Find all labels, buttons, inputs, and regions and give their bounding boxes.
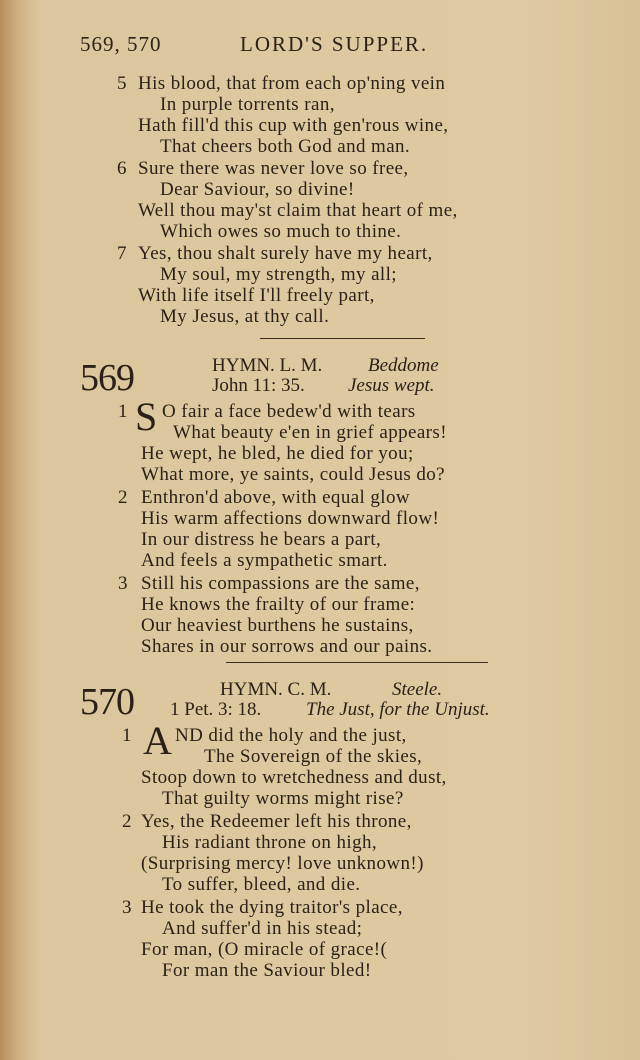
verse-line: ND did the holy and the just,	[175, 725, 407, 746]
verse-line: O fair a face bedew'd with tears	[162, 401, 416, 422]
section-divider	[260, 338, 425, 339]
header-hymn-numbers: 569, 570	[80, 32, 162, 56]
verse-line: That guilty worms might rise?	[162, 788, 404, 809]
verse-line: My Jesus, at thy call.	[160, 306, 330, 327]
verse-line: Dear Saviour, so divine!	[160, 179, 355, 200]
hymn-meta: HYMN. C. M.	[220, 679, 332, 700]
verse-line: The Sovereign of the skies,	[204, 746, 423, 767]
verse-line: That cheers both God and man.	[160, 136, 411, 157]
verse-line: Our heaviest burthens he sustains,	[141, 615, 414, 636]
stanza-number: 6	[117, 158, 127, 179]
verse-line: Shares in our sorrows and our pains.	[141, 636, 433, 657]
hymn-subject: The Just, for the Unjust.	[306, 699, 490, 720]
section-divider	[226, 662, 488, 663]
hymn-author: Steele.	[392, 679, 443, 700]
stanza-number: 1	[122, 725, 132, 746]
verse-line: (Surprising mercy! love unknown!)	[141, 853, 424, 874]
verse-line: For man the Saviour bled!	[162, 960, 372, 981]
stanza-number: 3	[118, 573, 128, 594]
verse-line: What more, ye saints, could Jesus do?	[141, 464, 445, 485]
verse-line: He wept, he bled, he died for you;	[141, 443, 414, 464]
verse-line: Yes, thou shalt surely have my heart,	[138, 243, 433, 264]
stanza-number: 1	[118, 401, 128, 422]
verse-line: And suffer'd in his stead;	[162, 918, 363, 939]
verse-line: His radiant throne on high,	[162, 832, 378, 853]
verse-line: And feels a sympathetic smart.	[141, 550, 388, 571]
header-title: LORD'S SUPPER.	[240, 32, 429, 56]
stanza-number: 5	[117, 73, 127, 94]
stanza-number: 2	[118, 487, 128, 508]
verse-line: In purple torrents ran,	[160, 94, 335, 115]
verse-line: With life itself I'll freely part,	[138, 285, 375, 306]
verse-line: To suffer, bleed, and die.	[162, 874, 361, 895]
hymn-number: 569	[80, 357, 134, 399]
hymn-number: 570	[80, 681, 134, 723]
stanza-number: 2	[122, 811, 132, 832]
hymn-author: Beddome	[368, 355, 439, 376]
verse-line: He took the dying traitor's place,	[141, 897, 403, 918]
verse-line: Enthron'd above, with equal glow	[141, 487, 410, 508]
hymn-subject: Jesus wept.	[348, 375, 435, 396]
stanza-number: 3	[122, 897, 132, 918]
hymn-meta: HYMN. L. M.	[212, 355, 323, 376]
verse-line: His blood, that from each op'ning vein	[138, 73, 446, 94]
verse-line: Yes, the Redeemer left his throne,	[141, 811, 412, 832]
hymn-reference: 1 Pet. 3: 18.	[170, 699, 262, 720]
hymn-reference: John 11: 35.	[212, 375, 305, 396]
verse-line: Well thou may'st claim that heart of me,	[138, 200, 458, 221]
verse-line: Sure there was never love so free,	[138, 158, 409, 179]
verse-line: Which owes so much to thine.	[160, 221, 402, 242]
stanza-number: 7	[117, 243, 127, 264]
verse-line: Hath fill'd this cup with gen'rous wine,	[138, 115, 449, 136]
verse-line: In our distress he bears a part,	[141, 529, 382, 550]
verse-line: Still his compassions are the same,	[141, 573, 420, 594]
verse-line: My soul, my strength, my all;	[160, 264, 397, 285]
verse-line: His warm affections downward flow!	[141, 508, 440, 529]
verse-line: Stoop down to wretchedness and dust,	[141, 767, 447, 788]
verse-line: What beauty e'en in grief appears!	[173, 422, 447, 443]
verse-line: He knows the frailty of our frame:	[141, 594, 416, 615]
drop-cap: A	[143, 718, 172, 763]
verse-line: For man, (O miracle of grace!(	[141, 939, 388, 960]
drop-cap: S	[135, 394, 158, 439]
